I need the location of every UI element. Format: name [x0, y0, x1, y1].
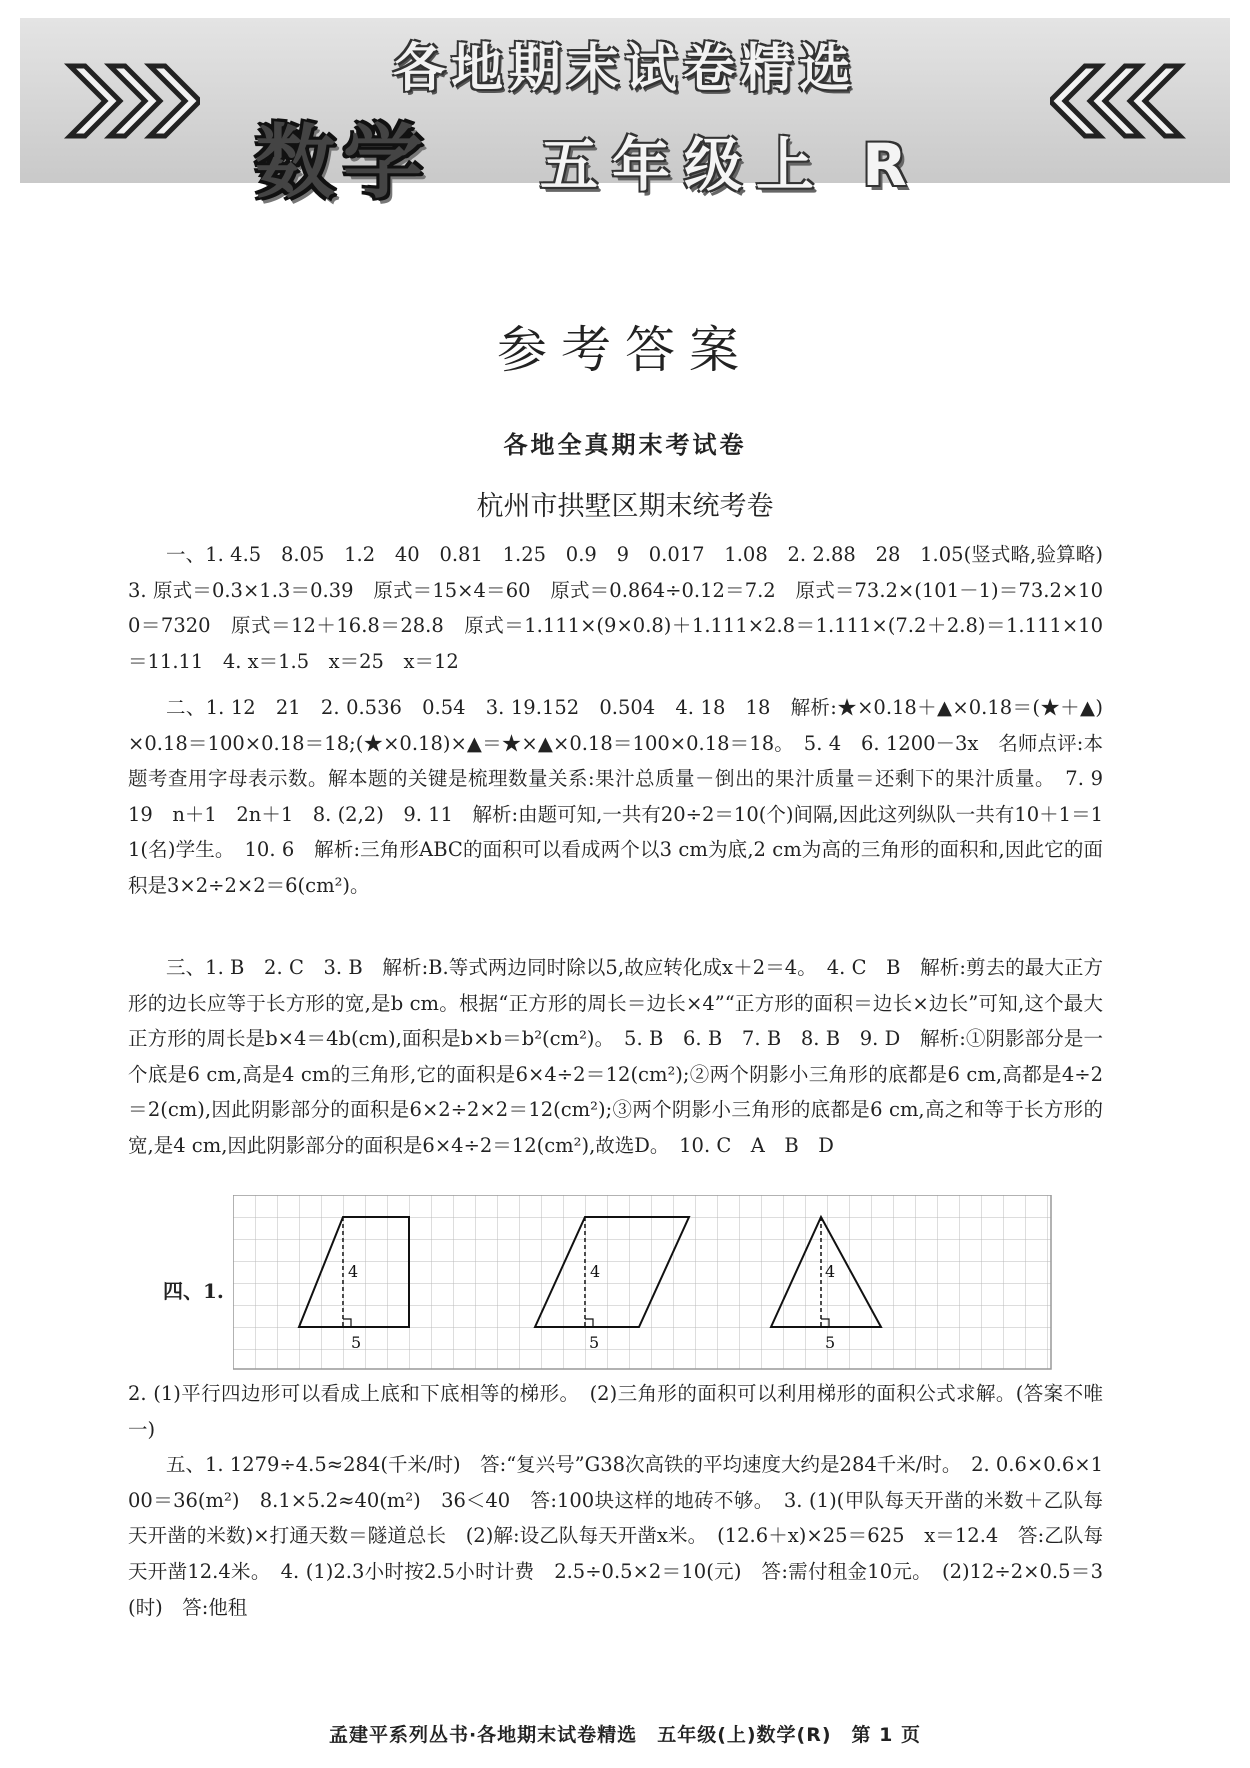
triangle-height-label: 4: [825, 1262, 836, 1281]
answer-paragraph: 一、1. 4.5 8.05 1.2 40 0.81 1.25 0.9 9 0.017 1.08 2. 2.88 28 1.05(竖式略,验算略) 3. 原式＝0.3×1.3＝0.39 原式＝15×4＝60 原式＝0.864÷0.12＝7.2 原式＝73.2×(101－1)＝73.2×100＝7320 原式＝12＋16.8＝28.8 原式＝1.111×(9×0.8)＋1.111×2.8＝1.111×(7.2＋2.8)＝1.111×10＝11.11 4. x＝1.5 x＝25 x＝12: [128, 543, 1123, 673]
trapezoid-height-label: 4: [348, 1262, 359, 1281]
page-title: 参考答案: [497, 321, 753, 379]
answers-part-2: [128, 690, 1123, 904]
answers-part-3: [128, 950, 1103, 1164]
triangle-base-label: 5: [825, 1333, 836, 1352]
answers-part-4-5: [128, 1376, 1103, 1625]
answer-paragraph: 二、1. 12 21 2. 0.536 0.54 3. 19.152 0.504 4. 18 18 解析:★×0.18＋▲×0.18＝(★＋▲)×0.18＝100×0.18＝18;(★×0.18)×▲＝★×▲×0.18＝100×0.18＝18。 5. 4 6. 1200－3x 名师点评:本题考查用字母表示数。解本题的关键是梳理数量关系:果汁总质量－倒出的果汁质量＝还剩下的果汁质量。 7. 9 19 n＋1 2n＋1 8. (2,2) 9. 11 解析:由题可知,一共有20÷2＝10(个)间隔,因此这列纵队一共有10＋1＝11(名)学生。 10. 6 解析:三角形ABC的面积可以看成两个以3 cm为底,2 cm为高的三角形的面积和,因此它的面积是3×2÷2×2＝6(cm²)。: [128, 696, 1123, 897]
section-title: 各地全真期末考试卷: [503, 431, 747, 459]
subject-title: 数学: [255, 116, 431, 209]
grade-label: 五年级上: [540, 131, 829, 199]
answer-paragraph: 三、1. B 2. C 3. B 解析:B.等式两边同时除以5,故应转化成x＋2＝4。 4. C B 解析:剪去的最大正方形的边长应等于长方形的宽,是b cm。根据“正方形的周长＝边长×4”“正方形的面积＝边长×边长”可知,这个最大正方形的周长是b×4＝4b(cm),面积是b×b＝b²(cm²)。 5. B 6. B 7. B 8. B 9. D 解析:①阴影部分是一个底是6 cm,高是4 cm的三角形,它的面积是6×4÷2＝12(cm²);②两个阴影小三角形的底都是6 cm,高都是4÷2＝2(cm),因此阴影部分的面积是6×2÷2×2＝12(cm²);③两个阴影小三角形的底都是6 cm,高之和等于长方形的宽,是4 cm,因此阴影部分的面积是6×4÷2＝12(cm²),故选D。 10. C A B D: [128, 956, 1103, 1157]
parallelogram-height-label: 4: [590, 1262, 601, 1281]
answer-paragraph: 五、1. 1279÷4.5≈284(千米/时) 答:“复兴号”G38次高铁的平均速度大约是284千米/时。 2. 0.6×0.6×100＝36(m²) 8.1×5.2≈40(m²) 36＜40 答:100块这样的地砖不够。 3. (1)(甲队每天开凿的米数＋乙队每天开凿的米数)×打通天数＝隧道总长 (2)解:设乙队每天开凿x米。 (12.6＋x)×25＝625 x＝12.4 答:乙队每天开凿12.4米。 4. (1)2.3小时按2.5小时计费 2.5÷0.5×2＝10(元) 答:需付租金10元。 (2)12÷2×0.5＝3(时) 答:他租: [128, 1453, 1103, 1619]
trapezoid-base-label: 5: [351, 1333, 362, 1352]
answer-paragraph: 2. (1)平行四边形可以看成上底和下底相等的梯形。 (2)三角形的面积可以利用梯形的面积公式求解。(答案不唯一): [128, 1382, 1103, 1441]
part-4-label: 四、1.: [163, 1279, 224, 1303]
parallelogram-base-label: 5: [589, 1333, 600, 1352]
shapes-grid: [233, 1195, 1053, 1371]
exam-title: 杭州市拱墅区期末统考卷: [476, 491, 774, 522]
page-footer: 孟建平系列丛书·各地期末试卷精选 五年级(上)数学(R) 第 1 页: [328, 1724, 922, 1746]
header-banner: [20, 18, 1230, 209]
series-title: 各地期末试卷精选: [392, 39, 857, 99]
answers-part-1: [128, 537, 1123, 679]
grade-title: [540, 118, 921, 202]
grid-figure: [128, 1195, 1103, 1385]
edition-label: R: [862, 131, 921, 199]
